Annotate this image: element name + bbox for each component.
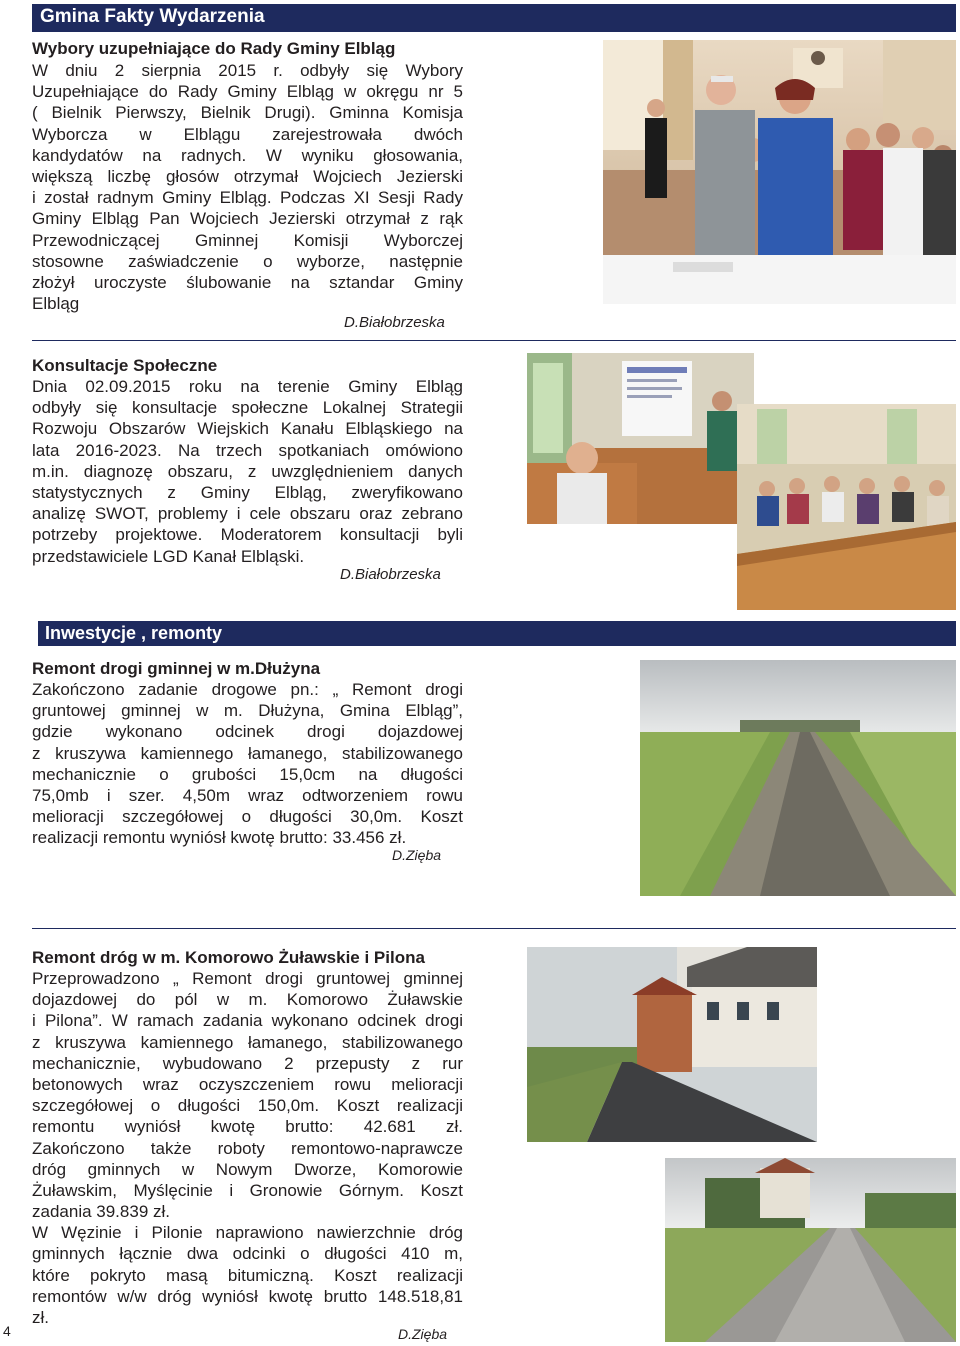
author-signature: D.Białobrzeska [340,566,441,583]
text-line: mechanicznie, wybudowano 2 przepusty z rur [32,1053,463,1073]
article-title-duzyna-road: Remont drogi gminnej w m.Dłużyna [32,659,321,678]
article-title-consultations: Konsultacje Społeczne [32,356,218,375]
text-line: z kruszywa kamiennego łamanego, stabilizowanego [32,1032,463,1052]
article-title-komorowo-road: Remont dróg w m. Komorowo Żuławskie i Pilona [32,948,425,967]
text-line: dróg gminnych w Nowym Dworze, Komorowie [32,1159,463,1179]
photo-consultation-meeting [527,353,754,524]
header-title: Gmina Fakty Wydarzenia [40,6,265,27]
text-line: które pokryto masą bitumiczną. Koszt realizacji [32,1265,463,1285]
photo-gravel-road [640,660,956,896]
text-line: gruntowej gminnej w m. Dłużyna, Gmina Elbląg”, [32,701,463,721]
text-line: analizę SWOT, problemy i cele obszaru oraz zebrano [32,504,463,524]
text-line: Dnia 02.09.2015 roku na terenie Gminy Elbląg [32,377,463,396]
text-line: zł. [32,1308,49,1327]
text-line: potrzeby projektowe. Moderatorem konsultacji byli [32,525,463,545]
text-line: m.in. diagnozę obszaru, z uwzględnieniem danych [32,461,463,481]
text-line: realizacji remontu wyniósł kwotę brutto: 33.456 zł. [32,828,407,848]
text-line: lata 2016-2023. Na trzech spotkaniach omówiono [32,440,463,460]
text-line: Przewodniczącej Gminnej Komisji Wyborczej [32,230,463,250]
text-line: statystycznych z Gminy Elbląg, zweryfikowano [32,482,463,502]
text-line: Wyborcza w Elblągu zarejestrowała dwóch [32,124,463,144]
text-line: Zakończono zadanie drogowe pn.: „ Remont drogi [32,680,463,699]
text-line: zadania 39.839 zł. [32,1202,170,1222]
text-line: Rozwoju Obszarów Wiejskich Kanału Elbląskiego na [32,419,463,439]
section-header-banner [32,4,956,32]
text-line: Zakończono także roboty remontowo-naprawcze [32,1138,463,1158]
text-line: przedstawiciele LGD Kanał Elbląski. [32,546,305,566]
text-line: stosowne zaświadczenie o wyborze, następnie [32,251,463,271]
text-line: remontów w/w dróg wyniósł kwotę brutto 148.518,81 [32,1286,463,1306]
text-line: W Węzinie i Pilonie naprawiono nawierzchnie dróg [32,1223,463,1243]
text-line: większą liczbę głosów otrzymał Wojciech Jezierski [32,166,463,186]
text-line: mechanicznie o grubości 15,0cm na długości [32,764,463,784]
photo-new-road-fields [665,1158,956,1342]
author-signature: D.Białobrzeska [344,314,445,331]
text-line: Gminy Elbląg Pan Wojciech Jezierski otrzymał z rąk [32,209,463,229]
text-line: i został radnym Gminy Elbląg. Podczas XI Sesji Rady [32,188,463,208]
text-line: dojazdowej do pól w m. Komorowo Żuławskie [32,990,463,1010]
page-number: 4 [3,1323,11,1339]
text-line: gminnych łącznie dwa odcinki o długości 410 m, [32,1244,463,1264]
text-line: W dniu 2 sierpnia 2015 r. odbyły się Wybory [32,61,463,80]
author-signature: D.Zięba [392,847,442,863]
article-body-consultations [32,376,463,567]
text-line: i Pilona”. W ramach zadania wykonano odcinek drogi [32,1011,463,1031]
text-line: Żuławskim, Myślęcinie i Gronowie Górnym. Koszt [32,1180,463,1200]
article-body-komorowo-road [32,968,463,1328]
text-line: ( Bielnik Pierwszy, Bielnik Drugi). Gminna Komisja [32,103,463,123]
text-line: odbyły się konsultacje społeczne Lokalnej Strategii [32,398,463,418]
text-line: złożył uroczyste ślubowanie na sztandar Gminy [32,272,463,292]
text-line: betonowych wraz oczyszczeniem rowu melioracji [32,1074,463,1094]
text-line: 75,0mb i szer. 4,50m wraz odtworzeniem rowu [32,785,463,805]
investments-header-banner [32,618,956,648]
author-signature: D.Zięba [398,1326,448,1342]
investments-title: Inwestycje , remonty [45,623,223,643]
photo-asphalt-road-village [527,947,817,1142]
photo-meeting-table [737,404,956,610]
text-line: Uzupełniające do Rady Gminy Elbląg w okręgu nr 5 [32,82,463,102]
article-body-elections [32,60,463,314]
text-line: Elbląg [32,294,80,314]
photo-oath-ceremony [603,40,956,304]
text-line: melioracji szczegółowej o długości 30,0m. Koszt [32,807,463,827]
text-line: remontu wyniósł kwotę brutto: 42.681 zł. [32,1117,463,1137]
article-body-duzyna-road [32,679,463,849]
text-line: Przeprowadzono „ Remont drogi gruntowej gminnej [32,969,463,988]
article-title-elections: Wybory uzupełniające do Rady Gminy Elbląg [32,39,396,58]
section-divider [32,340,956,341]
text-line: z kruszywa kamiennego łamanego, stabilizowanego [32,743,463,763]
text-line: gdzie wykonano odcinek drogi dojazdowej [32,722,463,742]
section-divider [32,928,956,929]
text-line: szczegółowej o długości 150,0m. Koszt realizacji [32,1096,463,1116]
text-line: kandydatów na radnych. W wyniku głosowania, [32,145,463,165]
